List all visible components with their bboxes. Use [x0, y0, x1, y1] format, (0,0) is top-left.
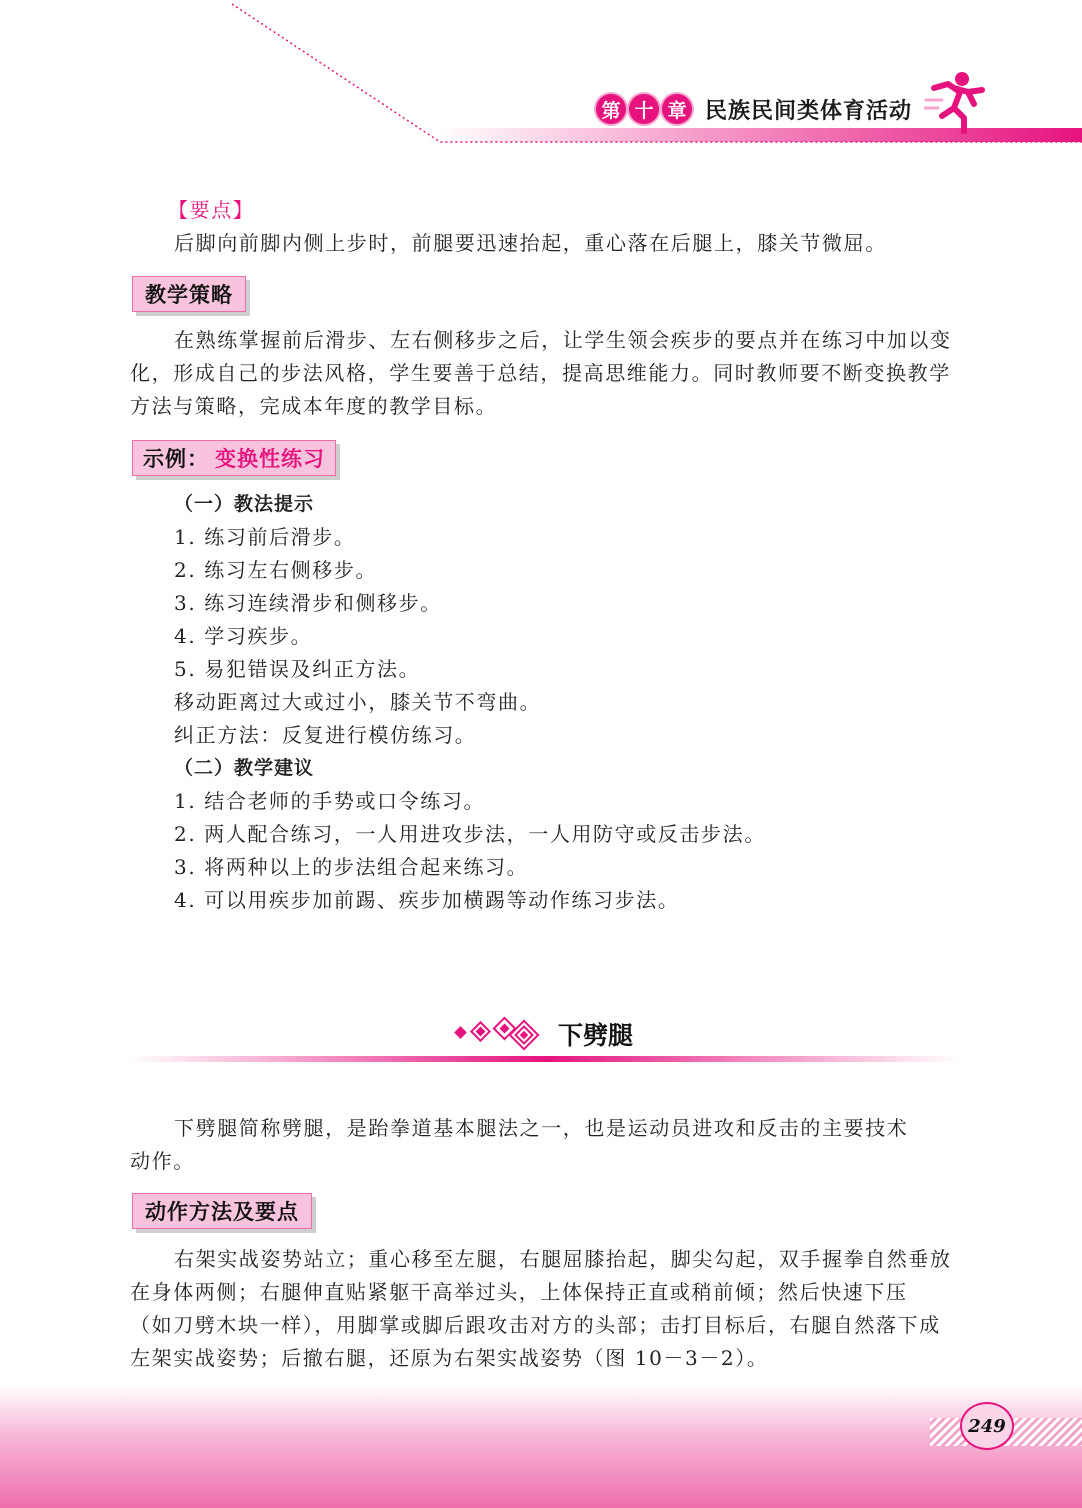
list-item: 2. 两人配合练习，一人用进攻步法，一人用防守或反击步法。 — [174, 822, 766, 846]
example-body — [174, 488, 974, 917]
list-item: 3. 练习连续滑步和侧移步。 — [174, 591, 442, 615]
section-title: 下劈腿 — [558, 1021, 634, 1050]
chapter-header — [596, 88, 912, 130]
section-intro — [130, 1112, 970, 1178]
list-item: 1. 练习前后滑步。 — [174, 525, 356, 549]
subheading-teaching-advice: （二）教学建议 — [174, 757, 315, 779]
method-line: 右架实战姿势站立；重心移至左腿，右腿屈膝抬起，脚尖勾起，双手握拳自然垂放 — [174, 1247, 952, 1271]
list-item: 5. 易犯错误及纠正方法。 — [174, 657, 421, 681]
chapter-char: 第 — [596, 94, 626, 124]
strategy-line: 方法与策略，完成本年度的教学目标。 — [130, 394, 498, 418]
chapter-char: 十 — [629, 94, 659, 124]
fix-line: 纠正方法：反复进行模仿练习。 — [174, 723, 477, 747]
intro-line: 动作。 — [130, 1149, 195, 1173]
method-line: 在身体两侧；右腿伸直贴紧躯干高举过头，上体保持正直或稍前倾；然后快速下压 — [130, 1280, 908, 1304]
method-line: 左架实战姿势；后撤右腿，还原为右架实战姿势（图 10－3－2）。 — [130, 1346, 769, 1370]
strategy-heading-text: 教学策略 — [145, 283, 233, 307]
key-points-text: 后脚向前脚内侧上步时，前腿要迅速抬起，重心落在后腿上，膝关节微屈。 — [174, 231, 887, 255]
strategy-heading — [132, 276, 246, 312]
runner-icon — [924, 70, 988, 134]
example-title: 变换性练习 — [215, 447, 325, 471]
example-heading — [132, 440, 336, 476]
method-heading — [132, 1193, 312, 1229]
footer-band — [0, 1385, 1082, 1508]
list-item: 1. 结合老师的手势或口令练习。 — [174, 789, 486, 813]
example-label: 示例： — [143, 447, 209, 471]
key-points-label: 【要点】 — [168, 198, 255, 222]
intro-line: 下劈腿简称劈腿，是跆拳道基本腿法之一，也是运动员进攻和反击的主要技术 — [174, 1116, 909, 1140]
chapter-title: 民族民间类体育活动 — [705, 98, 913, 124]
page-number: 249 — [960, 1402, 1014, 1450]
list-item: 4. 可以用疾步加前踢、疾步加横踢等动作练习步法。 — [174, 888, 680, 912]
list-item: 3. 将两种以上的步法组合起来练习。 — [174, 855, 529, 879]
error-line: 移动距离过大或过小，膝关节不弯曲。 — [174, 690, 542, 714]
diamond-ornament-icon — [452, 1014, 544, 1054]
strategy-paragraph — [130, 324, 970, 423]
section-title-rule — [130, 1056, 960, 1062]
chapter-char: 章 — [662, 94, 692, 124]
list-item: 2. 练习左右侧移步。 — [174, 558, 378, 582]
subheading-teaching-tips: （一）教法提示 — [174, 493, 315, 515]
method-heading-text: 动作方法及要点 — [145, 1200, 299, 1224]
list-item: 4. 学习疾步。 — [174, 624, 313, 648]
strategy-line: 在熟练掌握前后滑步、左右侧移步之后，让学生领会疾步的要点并在练习中加以变 — [174, 328, 952, 352]
method-paragraph — [130, 1243, 970, 1375]
strategy-line: 化，形成自己的步法风格，学生要善于总结，提高思维能力。同时教师要不断变换教学 — [130, 361, 951, 385]
method-line: （如刀劈木块一样），用脚掌或脚后跟攻击对方的头部；击打目标后，右腿自然落下成 — [130, 1313, 941, 1337]
